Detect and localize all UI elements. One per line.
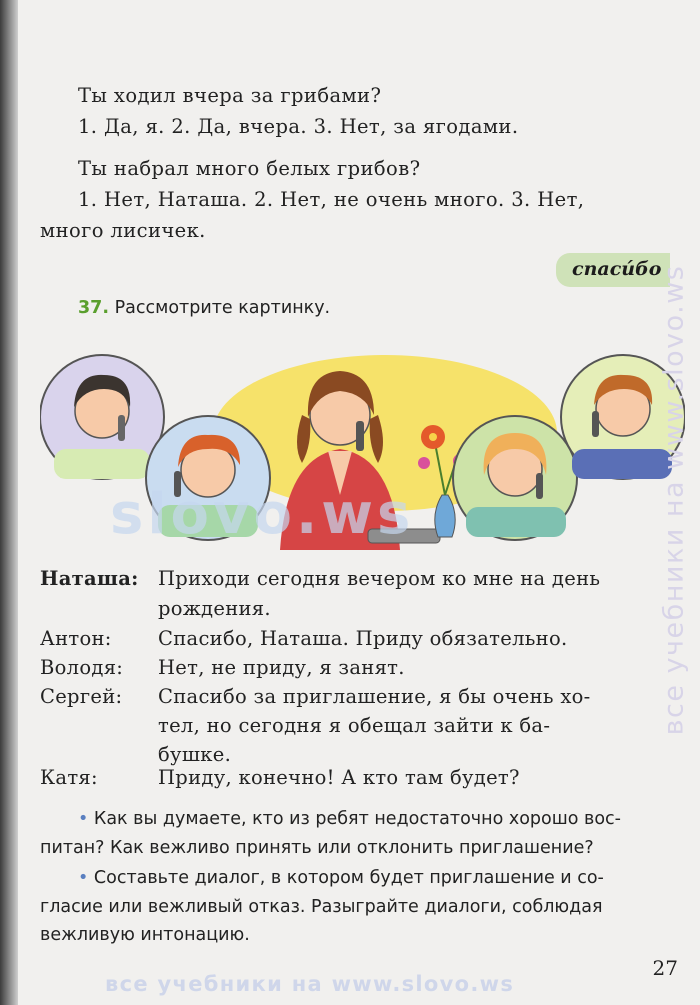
watermark-bottom: все учебники на www.slovo.ws <box>105 972 515 996</box>
exercise-instruction: Рассмотрите картинку. <box>114 298 331 318</box>
sergey-line-1: Спасибо за приглашение, я бы очень хо- <box>158 685 591 708</box>
exercise-number: 37. <box>78 298 110 318</box>
exercise-header <box>78 298 330 318</box>
bullet-icon: • <box>78 809 89 829</box>
task-1-line-2: питан? Как вежливо принять или отклонить приглашение? <box>40 838 594 858</box>
natasha-line-2: рождения. <box>158 597 271 620</box>
answer-options-2-line-2: много лисичек. <box>40 219 206 242</box>
anton-circle <box>40 355 164 479</box>
speaker-volodya: Володя: <box>40 656 124 679</box>
anton-line-1: Спасибо, Наташа. Приду обязательно. <box>158 627 568 650</box>
speaker-sergey: Сергей: <box>40 685 123 708</box>
natasha-line-1: Приходи сегодня вечером ко мне на день <box>158 567 601 590</box>
task-2-line-2: гласие или вежливый отказ. Разыграйте диалоги, соблюдая <box>40 897 603 917</box>
question-1: Ты ходил вчера за грибами? <box>78 84 382 107</box>
telephone-illustration <box>40 345 685 550</box>
watermark-side: все учебники на www.slovo.ws <box>658 264 690 736</box>
answer-options-1: 1. Да, я. 2. Да, вчера. 3. Нет, за ягодами. <box>78 115 519 138</box>
task-1-line-1: • Как вы думаете, кто из ребят недостаточно хорошо вос- <box>78 809 621 829</box>
slovo-watermark: slovo.ws <box>110 482 415 547</box>
volodya-line-1: Нет, не приду, я занят. <box>158 656 405 679</box>
sergey-line-3: бушке. <box>158 743 232 766</box>
answer-options-2-line-1: 1. Нет, Наташа. 2. Нет, не очень много. 3. Нет, <box>78 188 585 211</box>
task-2-line-1: • Составьте диалог, в котором будет приглашение и со- <box>78 868 604 888</box>
bullet-icon: • <box>78 868 89 888</box>
book-spine-shadow <box>0 0 18 1005</box>
speaker-natasha: Наташа: <box>40 567 139 590</box>
speaker-anton: Антон: <box>40 627 112 650</box>
speaker-katya: Катя: <box>40 766 98 789</box>
sergey-line-2: тел, но сегодня я обещал зайти к ба- <box>158 714 551 737</box>
vocabulary-word: спаси́бо <box>572 258 662 280</box>
page-number: 27 <box>652 956 678 980</box>
task-2-line-3: вежливую интонацию. <box>40 925 250 945</box>
question-2: Ты набрал много белых грибов? <box>78 157 421 180</box>
katya-circle <box>453 416 577 540</box>
katya-line-1: Приду, конечно! А кто там будет? <box>158 766 520 789</box>
